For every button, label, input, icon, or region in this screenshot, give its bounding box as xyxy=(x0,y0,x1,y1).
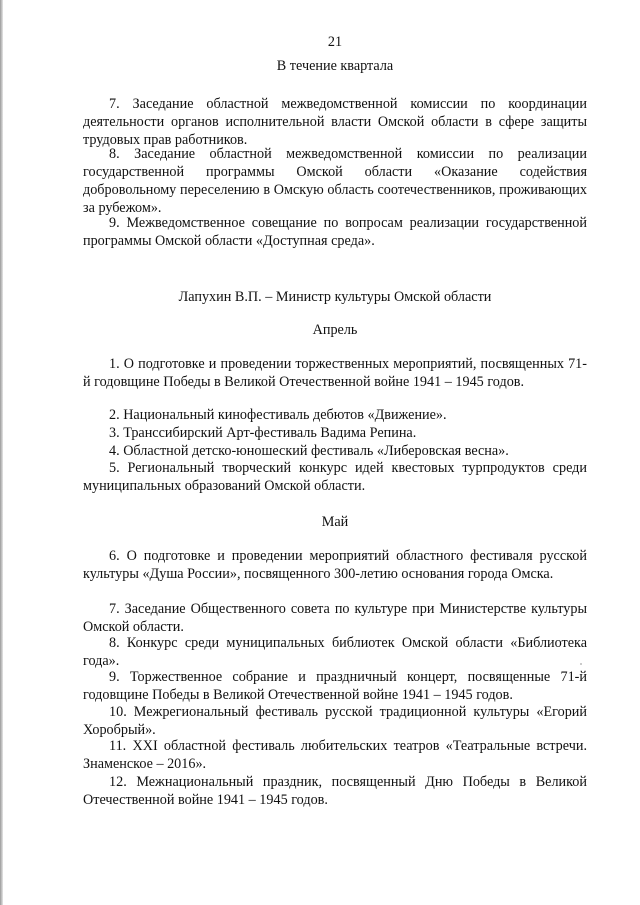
scan-edge xyxy=(0,0,3,905)
list-item: 10. Межрегиональный фестиваль русской традиционной культуры «Егорий Хоробрый». xyxy=(83,704,587,738)
page-number: 21 xyxy=(327,34,343,50)
list-item: 9. Межведомственное совещание по вопросам реализации государственной программы Омской области «Доступная среда». xyxy=(83,215,587,249)
list-item: 6. О подготовке и проведении мероприятий областного фестиваля русской культуры «Душа России», посвященного 300-летию основания города Омска. xyxy=(83,548,587,582)
month-heading-april: Апрель xyxy=(312,322,358,338)
scan-speck xyxy=(580,663,582,665)
list-item: 7. Заседание Общественного совета по культуре при Министерстве культуры Омской области. xyxy=(83,601,587,635)
list-item: 2. Национальный кинофестиваль дебютов «Движение». xyxy=(109,407,447,423)
list-item: 3. Транссибирский Арт-фестиваль Вадима Репина. xyxy=(109,425,417,441)
list-item: 1. О подготовке и проведении торжественных мероприятий, посвященных 71-й годовщине Победы в Великой Отечественной войне 1941 – 1945 годов. xyxy=(83,356,587,390)
list-item: 8. Конкурс среди муниципальных библиотек Омской области «Библиотека года». xyxy=(83,635,587,669)
list-item: 11. XXI областной фестиваль любительских театров «Театральные встречи. Знаменское – 2016». xyxy=(83,738,587,772)
list-item: 8. Заседание областной межведомственной комиссии по реализации государственной программы Омской области «Оказание содействия добровольному переселению в Омскую область соотечественников, проживающих за рубежом». xyxy=(83,146,587,216)
list-item: 4. Областной детско-юношеский фестиваль «Либеровская весна». xyxy=(109,443,509,459)
section-heading-quarter: В течение квартала xyxy=(276,58,394,74)
responsible-person: Лапухин В.П. – Министр культуры Омской области xyxy=(178,289,492,305)
list-item: 7. Заседание областной межведомственной комиссии по координации деятельности органов исполнительной власти Омской области в сфере защиты трудовых прав работников. xyxy=(83,96,587,148)
list-item: 5. Региональный творческий конкурс идей квестовых турпродуктов среди муниципальных образований Омской области. xyxy=(83,460,587,494)
list-item: 12. Межнациональный праздник, посвященный Дню Победы в Великой Отечественной войне 1941 – 1945 годов. xyxy=(83,774,587,808)
month-heading-may: Май xyxy=(321,514,349,530)
list-item: 9. Торжественное собрание и праздничный концерт, посвященные 71-й годовщине Победы в Великой Отечественной войне 1941 – 1945 годов. xyxy=(83,669,587,703)
